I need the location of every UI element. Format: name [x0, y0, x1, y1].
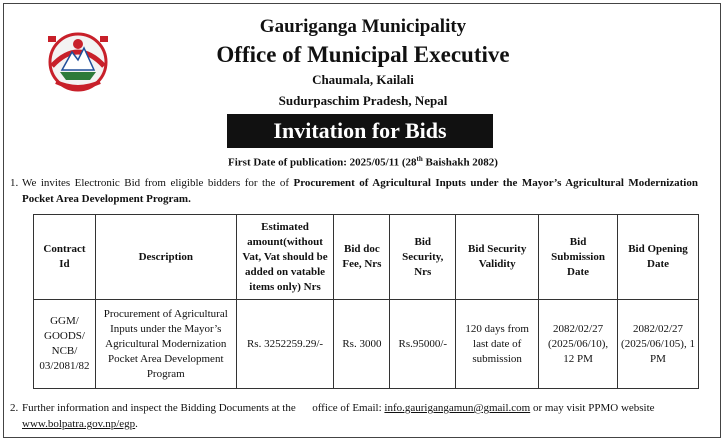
paragraph-1-number: 1.: [10, 177, 19, 189]
notice-title-banner: Invitation for Bids: [227, 114, 493, 148]
ppmo-website-link[interactable]: www.bolpatra.gov.np/egp: [22, 418, 136, 430]
table-row: [34, 300, 699, 389]
header-bid-security-validity: Bid Security Validity: [456, 215, 539, 300]
bid-table-header-row: [34, 215, 699, 300]
paragraph-2-number: 2.: [10, 402, 19, 414]
paragraph-1: [10, 175, 698, 207]
publication-date: [0, 155, 726, 169]
cell-bid-security: Rs.95000/-: [390, 300, 456, 389]
paragraph-2-text-2: or may visit PPMO website: [530, 402, 655, 414]
paragraph-1-text: We invites Electronic Bid from eligible bidders for the of: [22, 177, 294, 189]
cell-bid-doc-fee: Rs. 3000: [334, 300, 390, 389]
header-contract-id: Contract Id: [34, 215, 96, 300]
publication-date-suffix: Baishakh 2082): [422, 156, 498, 169]
header-bid-submission-date: Bid Submission Date: [539, 215, 618, 300]
header-bid-security: Bid Security, Nrs: [390, 215, 456, 300]
paragraph-2-end: .: [135, 418, 138, 430]
header-description: Description: [95, 215, 236, 300]
email-link[interactable]: info.gaurigangamun@gmail.com: [384, 402, 531, 414]
header-estimated-amount: Estimated amount(without Vat, Vat should be added on vatable items only) Nrs: [236, 215, 334, 300]
office-province: Sudurpaschim Pradesh, Nepal: [278, 93, 448, 108]
cell-bid-submission-date: 2082/02/27 (2025/06/10), 12 PM: [539, 300, 618, 389]
cell-bid-opening-date: 2082/02/27 (2025/06/105), 1 PM: [618, 300, 699, 389]
header-bid-doc-fee: Bid doc Fee, Nrs: [334, 215, 390, 300]
municipality-name: Gauriganga Municipality: [259, 16, 467, 37]
paragraph-2-text: Further information and inspect the Bidding Documents at the office of Email:: [22, 402, 385, 414]
paragraph-2: [10, 400, 702, 432]
cell-bid-security-validity: 120 days from last date of submission: [456, 300, 539, 389]
office-name: Office of Municipal Executive: [216, 42, 510, 67]
publication-date-sup: th: [416, 155, 423, 163]
cell-estimated-amount: Rs. 3252259.29/-: [236, 300, 334, 389]
cell-contract-id: GGM/ GOODS/ NCB/ 03/2081/82: [34, 300, 96, 389]
office-location: Chaumala, Kailali: [312, 72, 414, 87]
publication-date-prefix: First Date of publication: 2025/05/11 (28: [228, 156, 417, 169]
cell-description: Procurement of Agricultural Inputs under the Mayor’s Agricultural Modernization Pocket Area Development Program: [95, 300, 236, 389]
header-bid-opening-date: Bid Opening Date: [618, 215, 699, 300]
bid-table: [33, 214, 699, 389]
paragraph-1-procurement-title: Procurement of Agricultural Inputs under the Mayor’s Agricultural Modernization Pocket Area Development Program.: [22, 177, 698, 205]
